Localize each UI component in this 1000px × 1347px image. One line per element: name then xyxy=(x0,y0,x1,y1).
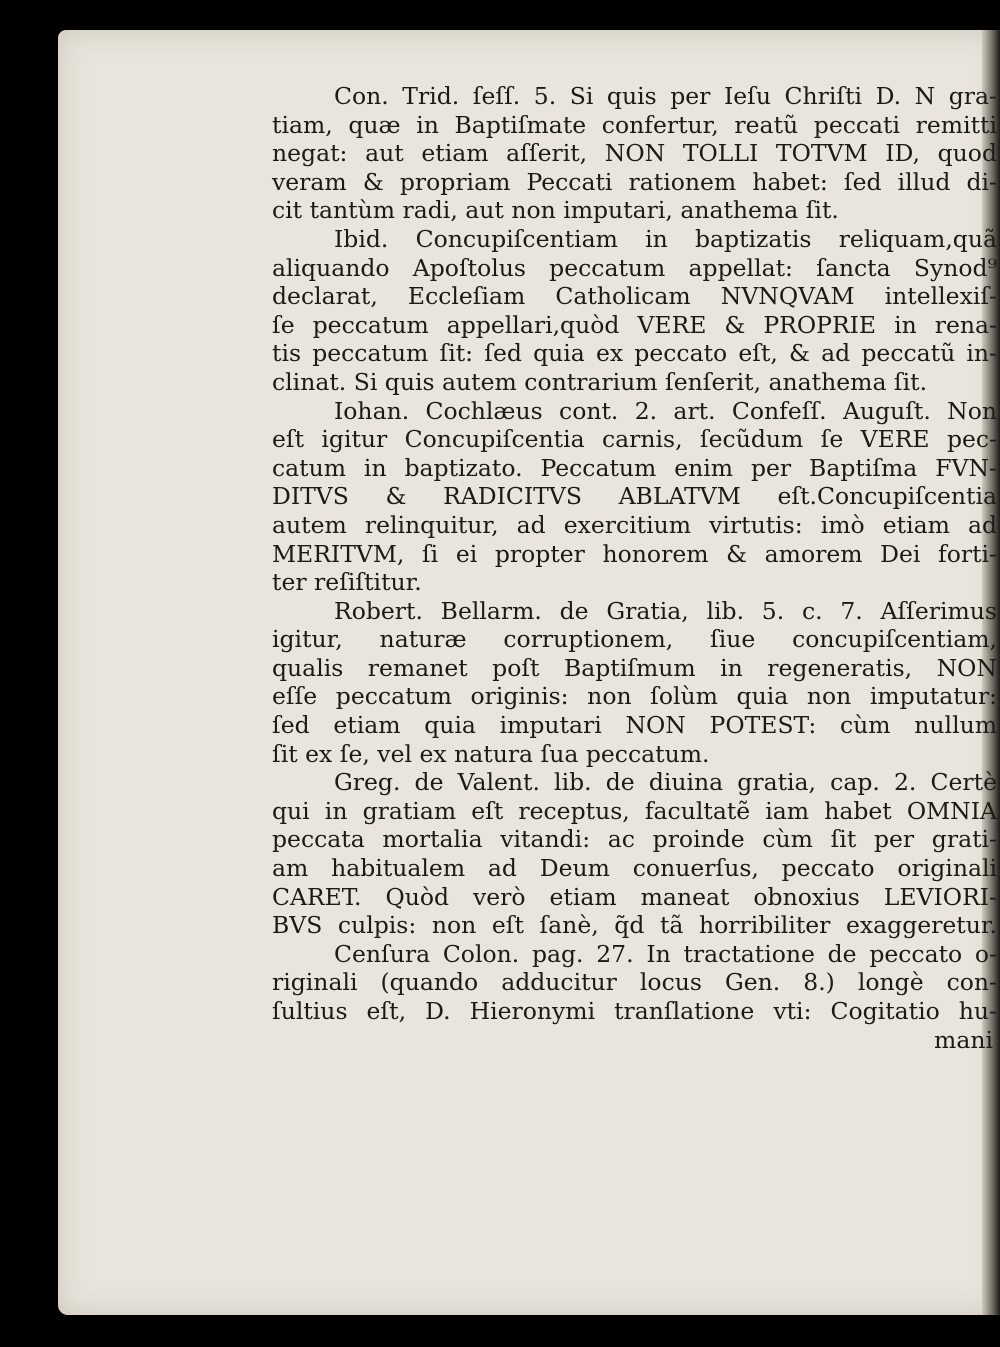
text-line: veram & propriam Peccati rationem habet: ſed illud di- xyxy=(272,167,997,196)
text-line: clinat. Si quis autem contrarium ſenſerit, anathema ſit. xyxy=(272,367,928,396)
text-line: MERITVM, ſi ei propter honorem & amorem Dei forti- xyxy=(272,539,997,568)
text-line: qui in gratiam eſt receptus, facultatẽ iam habet OMNIA xyxy=(272,796,997,825)
text-line: ter reſiſtitur. xyxy=(272,568,422,597)
text-line: ſe peccatum appellari,quòd VERE & PROPRIE in rena- xyxy=(272,310,997,339)
text-line: ſed etiam quia imputari NON POTEST: cùm nullum xyxy=(272,711,997,740)
page-text-block xyxy=(272,82,997,1054)
text-line: aliquando Apoſtolus peccatum appellat: ſancta Synod⁹ xyxy=(272,253,997,282)
text-line: riginali (quando adducitur locus Gen. 8.) longè con- xyxy=(272,968,997,997)
text-line: tiam, quæ in Baptiſmate confertur, reatũ peccati remitti xyxy=(272,110,997,139)
text-line: Greg. de Valent. lib. de diuina gratia, cap. 2. Certè xyxy=(334,768,997,797)
text-line: Iohan. Cochlæus cont. 2. art. Confeſſ. Auguſt. Non xyxy=(334,396,997,425)
text-line: Ibid. Concupiſcentiam in baptizatis reliquam,quã xyxy=(334,224,997,253)
text-line: peccata mortalia vitandi: ac proinde cùm ſit per grati- xyxy=(272,825,997,854)
text-line: am habitualem ad Deum conuerſus, peccato originali xyxy=(272,854,997,883)
text-line: Con. Trid. ſeſſ. 5. Si quis per Ieſu Chriſti D. N gra- xyxy=(334,82,997,110)
text-line: tis peccatum ſit: ſed quia ex peccato eſt, & ad peccatũ in- xyxy=(272,339,997,368)
text-line: DITVS & RADICITVS ABLATVM eſt.Concupiſcentia xyxy=(272,482,997,511)
text-line: igitur, naturæ corruptionem, ſiue concupiſcentiam, xyxy=(272,625,997,654)
text-line: eſſe peccatum originis: non ſolùm quia non imputatur: xyxy=(272,682,997,711)
text-line: Cenſura Colon. pag. 27. In tractatione de peccato o- xyxy=(334,939,997,968)
text-line: Robert. Bellarm. de Gratia, lib. 5. c. 7. Aſſerimus xyxy=(334,596,997,625)
text-line: catum in baptizato. Peccatum enim per Baptiſma FVN- xyxy=(272,453,997,482)
text-line: ſultius eſt, D. Hieronymi tranſlatione vti: Cogitatio hu- xyxy=(272,997,997,1025)
text-line: CARET. Quòd verò etiam maneat obnoxius LEVIORI- xyxy=(272,882,997,911)
text-line: eſt igitur Concupiſcentia carnis, ſecũdum ſe VERE pec- xyxy=(272,425,997,454)
text-line: ſit ex ſe, vel ex natura ſua peccatum. xyxy=(272,739,710,768)
text-line: negat: aut etiam aſſerit, NON TOLLI TOTVM ID, quod xyxy=(272,139,997,168)
text-line: BVS culpis: non eſt ſanè, q̃d tã horribiliter exaggeretur. xyxy=(272,911,997,940)
text-line: declarat, Eccleſiam Catholicam NVNQVAM intellexiſ- xyxy=(272,282,997,311)
catchword: mani xyxy=(934,1025,993,1054)
text-line: qualis remanet poſt Baptiſmum in regeneratis, NON xyxy=(272,653,997,682)
text-line: autem relinquitur, ad exercitium virtutis: imò etiam ad xyxy=(272,510,997,539)
text-line: cit tantùm radi, aut non imputari, anathema ſit. xyxy=(272,196,839,225)
